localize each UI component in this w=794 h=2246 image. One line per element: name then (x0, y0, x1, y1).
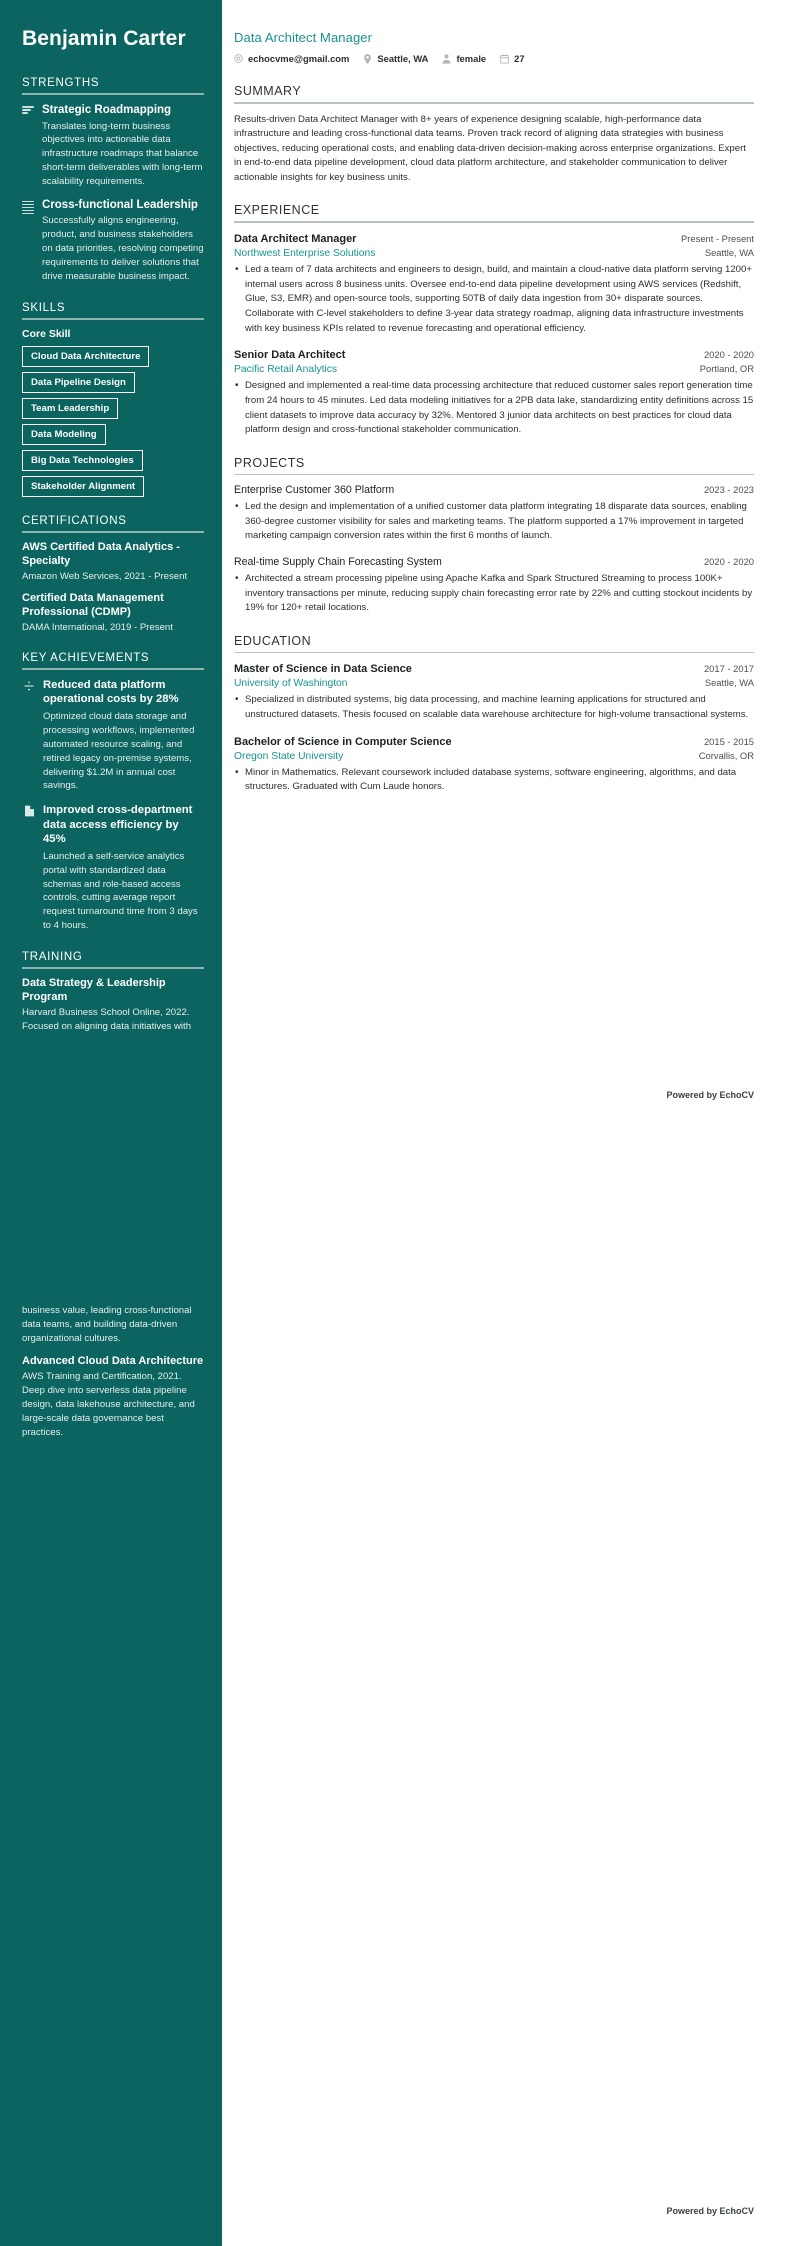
contact-age-text: 27 (514, 53, 525, 64)
skill-chip-list (22, 346, 204, 497)
powered-by-footer-page1: Powered by EchoCV (666, 1090, 754, 1100)
skill-chip: Data Modeling (22, 424, 106, 445)
certifications-section (22, 515, 204, 634)
key-achievements-heading: KEY ACHIEVEMENTS (22, 652, 150, 665)
training-item (22, 1304, 204, 1346)
summary-divider (234, 102, 754, 104)
powered-by-footer-page2: Powered by EchoCV (666, 2206, 754, 2216)
contact-age (500, 53, 524, 64)
contact-email-text: echocvme@gmail.com (248, 53, 350, 64)
projects-section (234, 456, 754, 616)
bullet-item: • Specialized in distributed systems, big data processing, and machine learning applications for structured and unstructured datasets. Thesis focused on scalable data warehouse architecture for high-volume transactional systems. (234, 693, 754, 722)
strength-item (22, 103, 204, 189)
education-location: Seattle, WA (704, 677, 754, 689)
project-dates: 2023 - 2023 (703, 484, 754, 496)
strength-description: Translates long-term business objectives into actionable data infrastructure roadmaps that balance short-term deliverables with long-term scalability requirements. (42, 120, 203, 188)
list-lines-icon (22, 201, 35, 214)
bullet-item: • Architected a stream processing pipeline using Apache Kafka and Spark Structured Streaming to process 100K+ inventory transactions per minute, reducing supply chain forecasting error rate by 22% and cutting stockout incidents by 19% for 120+ retail locations. (234, 572, 754, 616)
achievement-title: Improved cross-department data access efficiency by 45% (43, 804, 193, 846)
projects-divider (234, 474, 754, 476)
achievement-item (22, 678, 204, 793)
project-dates: 2020 - 2020 (703, 555, 754, 567)
achievement-item (22, 803, 204, 933)
bullet-item: • Led the design and implementation of a unified customer data platform integrating 18 disparate data sources, enabling 360-degree customer visibility for sales and marketing teams. The platform supported a 17% improvement in targeted marketing campaign conversion rates within the first 6 months of launch. (234, 500, 754, 544)
skill-chip: Stakeholder Alignment (22, 476, 144, 497)
training-section-continued (22, 1304, 204, 1439)
contact-location-text: Seattle, WA (377, 53, 429, 64)
skill-chip: Team Leadership (22, 398, 118, 419)
document-icon (22, 805, 36, 817)
education-bullets (234, 766, 754, 795)
training-item (22, 977, 204, 1033)
skills-section (22, 302, 204, 497)
skill-chip: Data Pipeline Design (22, 372, 135, 393)
achievement-title: Reduced data platform operational costs by 28% (43, 679, 179, 706)
certification-meta: Amazon Web Services, 2021 - Present (22, 570, 188, 582)
bullet-item: • Led a team of 7 data architects and engineers to design, build, and maintain a cloud-native data platform serving 1200+ internal users across 8 business units. Oversee end-to-end data pipeline development using AWS services (Redshift, Glue, S3, EMR) and open-source tools, supporting 50TB of daily data ingestion from 30+ disparate sources. Collaborate with C-level stakeholders to define 3-year data strategy roadmap, aligning data infrastructure investments with key business KPIs related to revenue forecasting and operational efficiency. (234, 263, 754, 336)
experience-bullets (234, 263, 754, 336)
strength-description: Successfully aligns engineering, product, and business stakeholders on data priorities, resolving competing requirements to deliver solutions that drive measurable business impact. (42, 215, 204, 283)
project-entry (234, 484, 754, 544)
summary-text: Results-driven Data Architect Manager with 8+ years of experience designing scalable, high-performance data infrastructure and leading cross-functional data teams. Proven track record of aligning data strategies with business objectives, reducing operational costs, and enabling data-driven decision-making across enterprise organizations. Expert in end-to-end data pipeline development, cloud data platform architecture, and stakeholder communication to deliver actionable insights for key business units. (234, 113, 746, 183)
project-bullets (234, 500, 754, 544)
certification-name: AWS Certified Data Analytics - Specialty (22, 541, 180, 567)
summary-section (234, 84, 754, 185)
contact-row (234, 53, 754, 64)
education-heading: EDUCATION (234, 633, 312, 648)
certification-name: Certified Data Management Professional (CDMP) (22, 592, 164, 618)
education-school: Oregon State University (234, 750, 344, 762)
training-name: Data Strategy & Leadership Program (22, 977, 166, 1003)
education-divider (234, 652, 754, 654)
candidate-name: Benjamin Carter (22, 27, 186, 50)
education-entry (234, 735, 754, 795)
education-dates: 2015 - 2015 (703, 735, 754, 747)
training-divider (22, 967, 204, 969)
training-meta: business value, leading cross-functional data teams, and building data-driven organizational cultures. (22, 1305, 192, 1345)
project-title: Real-time Supply Chain Forecasting System (234, 555, 442, 568)
contact-gender-text: female (456, 53, 487, 64)
education-section (234, 634, 754, 795)
divide-icon (22, 680, 36, 692)
training-heading: TRAINING (22, 951, 83, 964)
certifications-heading: CERTIFICATIONS (22, 515, 127, 528)
strength-item (22, 198, 204, 284)
experience-divider (234, 221, 754, 223)
experience-bullets (234, 379, 754, 437)
location-pin-icon (363, 54, 372, 64)
education-degree: Master of Science in Data Science (234, 663, 412, 676)
experience-job-title: Data Architect Manager (234, 232, 357, 245)
project-bullets (234, 572, 754, 616)
strength-title: Cross-functional Leadership (42, 199, 198, 212)
certifications-divider (22, 531, 204, 533)
education-degree: Bachelor of Science in Computer Science (234, 735, 452, 748)
education-bullets (234, 693, 754, 722)
skills-divider (22, 318, 204, 320)
email-icon (234, 54, 243, 63)
project-entry (234, 556, 754, 616)
training-name: Advanced Cloud Data Architecture (22, 1355, 204, 1368)
education-location: Corvallis, OR (698, 749, 754, 761)
experience-dates: 2020 - 2020 (703, 349, 754, 361)
sidebar (0, 0, 222, 2246)
certification-item (22, 541, 204, 583)
skills-group-label: Core Skill (22, 328, 71, 340)
experience-entry (234, 348, 754, 438)
education-entry (234, 662, 754, 722)
training-meta: AWS Training and Certification, 2021. Deep dive into serverless data pipeline design, data lakehouse architecture, and large-scale data governance best practices. (22, 1370, 195, 1438)
person-icon (442, 54, 451, 64)
strengths-section (22, 77, 204, 284)
project-title: Enterprise Customer 360 Platform (234, 484, 395, 497)
experience-dates: Present - Present (681, 232, 754, 244)
experience-company: Northwest Enterprise Solutions (234, 248, 376, 260)
bullet-item: • Minor in Mathematics. Relevant coursework included database systems, software engineering, algorithms, and data structures. Graduated with Cum Laude honors. (234, 766, 754, 795)
projects-heading: PROJECTS (234, 455, 305, 470)
skill-chip: Cloud Data Architecture (22, 346, 149, 367)
contact-email (234, 53, 349, 64)
training-item (22, 1355, 204, 1439)
achievement-description: Launched a self-service analytics portal with standardized data schemas and role-based access controls, cutting average report request turnaround time from 3 days to 4 hours. (43, 850, 198, 932)
experience-section (234, 203, 754, 437)
skills-heading: SKILLS (22, 302, 66, 314)
experience-job-title: Senior Data Architect (234, 349, 346, 362)
bullet-item: • Designed and implemented a real-time data processing architecture that reduced customer sales report generation time from 24 hours to 45 minutes. Led data modeling initiatives for a 2PB data lake, standardizing entity definitions across 15 client datasets to improve data accuracy by 32%. Mentored 3 junior data architects on best practices for cloud data platform design and cross-functional stakeholder communication. (234, 379, 754, 437)
summary-heading: SUMMARY (234, 84, 302, 98)
calendar-icon (500, 54, 509, 64)
experience-location: Portland, OR (699, 363, 754, 375)
certification-item (22, 592, 204, 634)
achievement-description: Optimized cloud data storage and processing workflows, implemented automated resource scaling, and retired legacy on-premise systems, delivering $1.2M in annual cost savings. (43, 710, 195, 792)
training-section (22, 951, 204, 1033)
education-dates: 2017 - 2017 (703, 663, 754, 675)
experience-entry (234, 232, 754, 336)
list-lines-icon (22, 106, 35, 113)
skill-chip: Big Data Technologies (22, 450, 143, 471)
contact-gender (442, 53, 486, 64)
page-break-gap (22, 1051, 204, 1303)
strengths-heading: STRENGTHS (22, 77, 100, 90)
key-achievements-section (22, 652, 204, 933)
experience-company: Pacific Retail Analytics (234, 364, 338, 376)
education-school: University of Washington (234, 678, 348, 690)
key-achievements-divider (22, 668, 204, 670)
main-content (222, 0, 794, 843)
role-title: Data Architect Manager (234, 30, 373, 45)
experience-location: Seattle, WA (704, 247, 754, 259)
contact-location (363, 53, 428, 64)
strength-title: Strategic Roadmapping (42, 104, 172, 117)
training-meta: Harvard Business School Online, 2022. Focused on aligning data initiatives with (22, 1006, 192, 1032)
strengths-divider (22, 93, 204, 95)
certification-meta: DAMA International, 2019 - Present (22, 621, 173, 633)
experience-heading: EXPERIENCE (234, 203, 320, 218)
